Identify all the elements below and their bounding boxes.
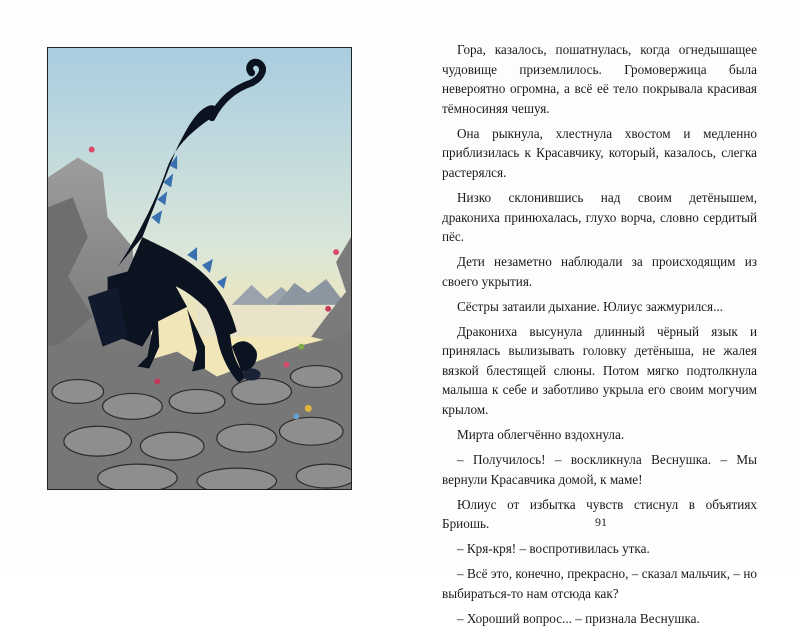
paragraph: Мирта облегчённо вздохнула.: [457, 427, 625, 443]
paragraph: Низко склонившись над своим детёнышем, дракониха принюхалась, глухо ворча, словно сердитый пёс.: [442, 189, 757, 245]
dragon-illustration: [47, 47, 352, 490]
paragraph: Юлиус от избытка чувств стиснул в объятиях Бриошь.: [442, 496, 757, 532]
paragraph: Гора, казалось, пошатнулась, когда огнедышащее чудовище приземлилось. Громовержица была невероятно огромна, а всё её тело покрывала красивая тёмносиняя чешуя.: [442, 42, 757, 116]
page-number: 91: [595, 515, 607, 529]
paragraph: Она рыкнула, хлестнула хвостом и медленно приблизилась к Красавчику, который, казалось, слегка растерялся.: [442, 125, 757, 180]
right-page: [400, 0, 800, 626]
paragraph: – Хороший вопрос... – признала Веснушка.: [457, 610, 700, 626]
paragraph: – Получилось! – воскликнула Веснушка. – Мы вернули Красавчика домой, к маме!: [442, 452, 757, 487]
paragraph: Дети незаметно наблюдали за происходящим из своего укрытия.: [442, 254, 757, 289]
paragraph: – Кря-кря! – воспротивилась утка.: [457, 541, 650, 557]
dragon-mountain-image: [48, 48, 351, 489]
paragraph: – Всё это, конечно, прекрасно, – сказал мальчик, – но выбираться-то нам отсюда как?: [442, 566, 757, 601]
story-text: [442, 40, 757, 634]
left-page: [0, 0, 400, 574]
paragraph: Сёстры затаили дыхание. Юлиус зажмурился...: [457, 298, 723, 314]
paragraph: Дракониха высунула длинный чёрный язык и принялась вылизывать головку детёныша, не жалея вязкой блестящей слюны. Потом мягко подтолкнула малыша к себе и заботливо укрыла его своим могучим крылом.: [442, 323, 757, 418]
